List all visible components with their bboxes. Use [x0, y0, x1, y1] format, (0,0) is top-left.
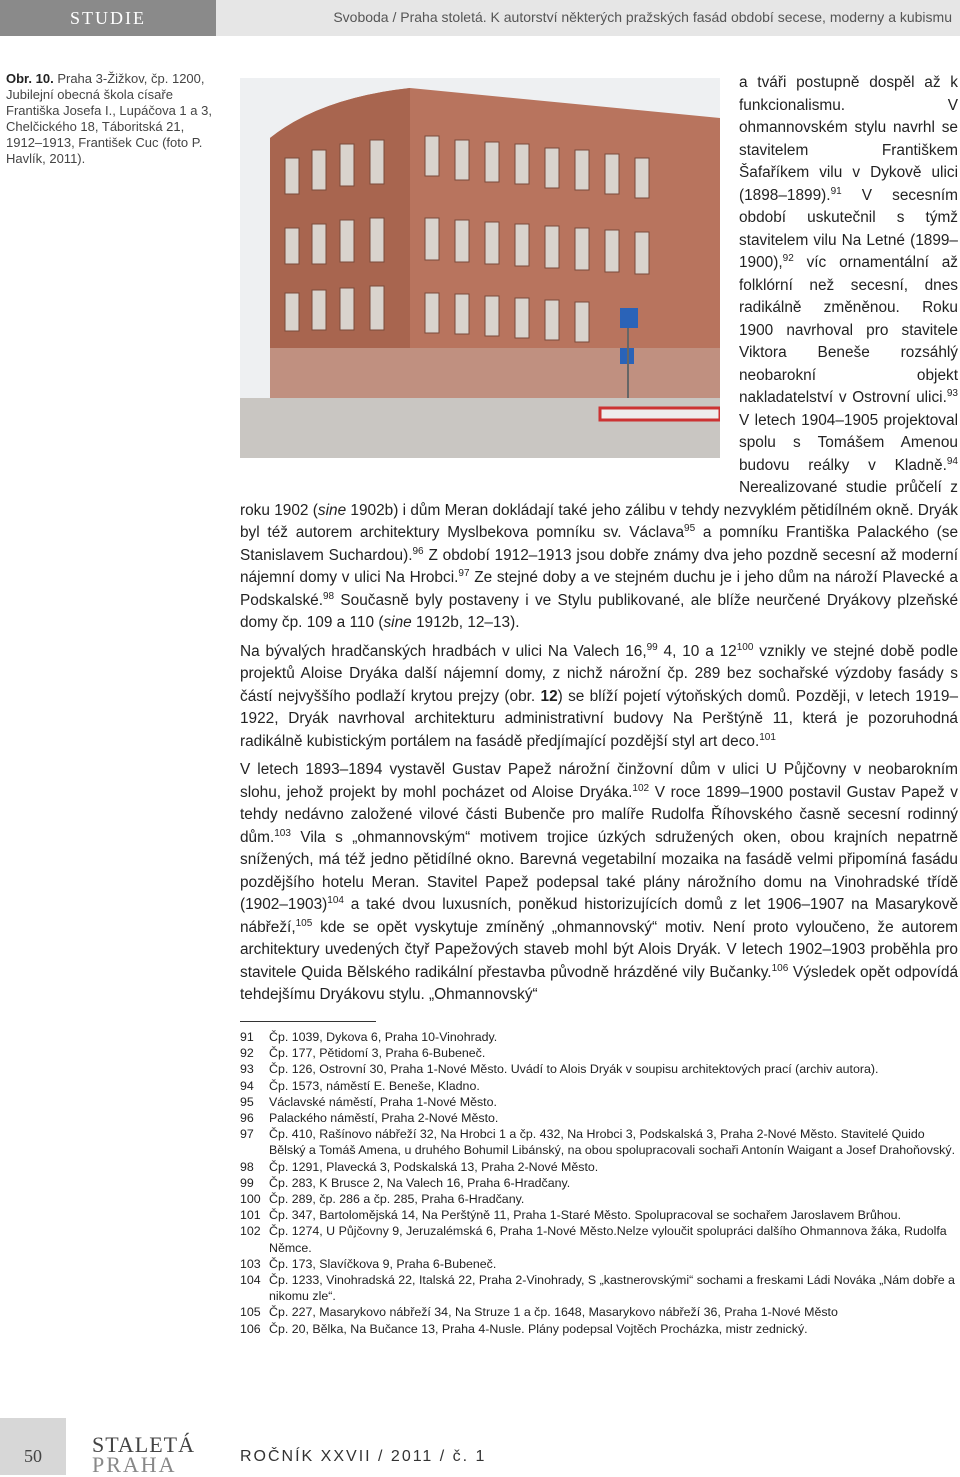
footnote	[240, 1061, 958, 1077]
italic-text: sine	[383, 614, 412, 631]
text-run: V roce 1899–1900 postavil Gustav Papež v tehdy nedávno založené vilové části Bubenče pro malíře Rudolfa Říhovského časně secesní rodinný dům.	[240, 783, 958, 846]
footnotes	[240, 1029, 958, 1337]
footnote-text: Palackého náměstí, Praha 2-Nové Město.	[269, 1111, 499, 1126]
footnote	[240, 1126, 958, 1158]
footnote-rule	[240, 1021, 376, 1022]
text-run: Současně byly postaveny i ve Stylu publikované, ale blíže neurčené Dryákovy plzeňské domy čp. 109 a 110 (	[240, 591, 958, 631]
footnote-ref: 99	[646, 641, 658, 653]
footnote	[240, 1175, 958, 1191]
footnote	[240, 1304, 958, 1320]
footnote-number: 93	[240, 1062, 254, 1077]
footnote-text: Čp. 1039, Dykova 6, Praha 10-Vinohrady.	[269, 1030, 498, 1044]
footnote	[240, 1207, 958, 1223]
footnote-text: Václavské náměstí, Praha 1-Nové Město.	[269, 1094, 497, 1109]
bold-text: 12	[540, 687, 558, 705]
text-run: víc ornamentální až folklórní než secesní, dnes radikálně změněnou. Roku 1900 navrhoval pro stavitele Viktora Beneše rozsáhlý neobarokní objekt nakladatelství v Ostrovní ulici.	[739, 254, 958, 406]
section-label: STUDIE	[0, 0, 216, 36]
figure-caption	[6, 71, 214, 167]
footnote-ref: 97	[458, 567, 470, 579]
text-run: 4, 10 a 12	[657, 642, 737, 660]
text-run: Vila s „ohmannovským“ motivem trojice úzkých sdružených oken, obou krajních nepatrně snížených, má též jedno pětidílné okno. Barevná vegetabilní mozaika na fasádě velmi připomíná fasádu pozdějšího hotelu Meran. Stavitel Papež podepsal také plány nárožního domu na Vinohradské třídě (1902–1903)	[240, 828, 958, 913]
footnote-number: 101	[240, 1208, 261, 1223]
running-title: Svoboda / Praha stoletá. K autorství některých pražských fasád období secese, moderny a kubismu	[333, 9, 952, 25]
footnote-text: Čp. 126, Ostrovní 30, Praha 1-Nové Město. Uvádí to Alois Dryák v soupisu architektových prací (archiv autora).	[269, 1062, 879, 1077]
figure-caption-text: Praha 3-Žižkov, čp. 1200, Jubilejní obecná škola císaře Františka Josefa I., Lupáčova 1 a 3, Chelčického 18, Táboritská 21, 1912–1913, František Cuc (foto P. Havlík, 2011).	[6, 71, 212, 166]
text-run: 1902b) i dům Meran dokládají také jeho zálibu v tehdy nezvyklém pětidílném okně. Dryák byl též autorem architektury Myslbekova pomníku sv. Václava	[240, 501, 958, 541]
footnote-text: Čp. 20, Bělka, Na Bučance 13, Praha 4-Nusle. Plány podepsal Vojtěch Procházka, mistr zednický.	[269, 1321, 808, 1336]
footnote	[240, 1045, 958, 1061]
text-run: ) se blíží pojetí výtoňských domů. Později, v letech 1919–1922, Dryák navrhoval architekturu administrativní budovy Na Perštýně 11, která je pozoruhodná radikálně kubistickým portálem na fasádě předjímající pozdější styl art deco.	[240, 687, 958, 750]
text-run: Z období 1912–1913 jsou dobře známy dva jeho pozdně secesní až moderní nájemní domy v ulici Na Hrobci.	[240, 546, 958, 586]
footnote-number: 103	[240, 1256, 261, 1271]
footnote-number: 98	[240, 1159, 254, 1174]
footnote-text: Čp. 1233, Vinohradská 22, Italská 22, Praha 2-Vinohrady, S „kastnerovskými“ sochami a freskami Ládi Nováka „Nám dobře a nikomu zle“.	[269, 1273, 955, 1304]
page-number-box	[0, 1418, 66, 1475]
footnote-text: Čp. 347, Bartolomějská 14, Na Perštýně 11, Praha 1-Staré Město. Spolupracoval se sochařem Jaroslavem Brůhou.	[269, 1208, 902, 1223]
footnote-text: Čp. 1291, Plavecká 3, Podskalská 13, Praha 2-Nové Město.	[269, 1159, 599, 1174]
footnote-ref: 96	[412, 545, 424, 557]
text-run: V letech 1893–1894 vystavěl Gustav Papež nárožní činžovní dům v ulici U Půjčovny v neobarokním slohu, jehož projekt by mohl pocházet od Aloise Dryáka.	[240, 761, 958, 801]
footnote	[240, 1094, 958, 1110]
italic-text: sine	[317, 501, 347, 519]
footnote	[240, 1321, 958, 1337]
footnote-ref: 103	[274, 827, 291, 839]
footnote-ref: 100	[736, 641, 754, 653]
footnote-text: Čp. 227, Masarykovo nábřeží 34, Na Struze 1 a čp. 1648, Masarykovo nábřeží 36, Praha 1-Nové Město	[269, 1305, 838, 1320]
footnote-ref: 91	[830, 185, 842, 197]
footnote	[240, 1078, 958, 1094]
footnote	[240, 1159, 958, 1175]
text-run: kde se opět vyskytuje zmíněný „ohmannovský“ motiv. Není proto vyloučeno, že autorem architektury uvedených čtyř Papežových staveb mohl být Alois Dryák. V letech 1902–1903 proběhla pro stavitele Quida Bělského radikální přestavba původně hrázděné vily Bučanky.	[240, 918, 958, 981]
footnote-number: 95	[240, 1094, 254, 1109]
footnote-number: 97	[240, 1127, 254, 1142]
footnote-number: 92	[240, 1046, 254, 1061]
footnote-number: 105	[240, 1305, 261, 1320]
text-run: Ze stejné doby a ve stejném duchu je i jeho dům na nároží Plavecké a Podskalské.	[240, 569, 958, 609]
footnote-ref: 106	[771, 962, 789, 974]
footnote-ref: 92	[782, 252, 794, 264]
footnote-number: 91	[240, 1030, 254, 1044]
footnote	[240, 1029, 958, 1045]
footer	[0, 1418, 960, 1475]
school-building-photo	[240, 78, 720, 458]
footnote-number: 99	[240, 1175, 254, 1190]
footnote-number: 102	[240, 1224, 261, 1239]
footnote-ref: 101	[759, 731, 776, 743]
footnote-text: Čp. 289, čp. 286 a čp. 285, Praha 6-Hradčany.	[269, 1192, 525, 1207]
text-run: a pomníku Františka Palackého (se Stanislavem Suchardou).	[240, 524, 959, 564]
footnote-ref: 95	[684, 522, 696, 534]
text-run: 1912b, 12–13).	[411, 614, 520, 631]
text-run: Výsledek opět odpovídá tehdejšímu Dryákovu stylu. „Ohmannovský“	[240, 963, 959, 1003]
text-run: Nerealizované studie průčelí z roku 1902 (	[240, 479, 958, 519]
page-number: 50	[24, 1446, 42, 1466]
footnote-text: Čp. 177, Pětidomí 3, Praha 6-Bubeneč.	[269, 1046, 486, 1061]
footnote-number: 106	[240, 1321, 261, 1336]
footnote	[240, 1110, 958, 1126]
footnote-number: 96	[240, 1111, 254, 1126]
footnote-text: Čp. 1274, U Půjčovny 9, Jeruzalémská 6, Praha 1-Nové Město.Nelze vyloučit spolupráci dalšího Ohmannova žáka, Rudolfa Němce.	[269, 1224, 947, 1255]
footnote-number: 100	[240, 1192, 261, 1207]
footnote-ref: 94	[946, 455, 958, 467]
footnote-ref: 105	[295, 917, 313, 929]
footnote-ref: 98	[322, 590, 335, 602]
text-run: vznikly ve stejné době podle projektů Aloise Dryáka další nájemní domy, z nichž nárožní čp. 289 bez sochařské výzdoby fasády s částí nejvyššího podlaží krytou prejzy (obr.	[240, 642, 958, 705]
paragraph	[240, 641, 958, 754]
paragraph	[240, 759, 958, 1007]
footnote	[240, 1191, 958, 1207]
text-run: a také dvou luxusních, poněkud historizujících domů z let 1906–1907 na Masarykově nábřeží,	[240, 896, 958, 936]
footnote	[240, 1272, 958, 1304]
footnote	[240, 1223, 958, 1255]
footnote-text: Čp. 283, K Brusce 2, Na Valech 16, Praha 6-Hradčany.	[269, 1175, 571, 1190]
footnote-text: Čp. 173, Slavíčkova 9, Praha 6-Bubeneč.	[269, 1256, 497, 1271]
text-run: V letech 1904–1905 projektoval spolu s Tomášem Amenou budovu reálky v Kladně.	[739, 411, 958, 474]
text-run: V secesním období uskutečnil s týmž stavitelem vilu Na Letné (1899–1900),	[739, 186, 958, 271]
logo-line-2: PRAHA	[92, 1452, 177, 1477]
figure-label: Obr. 10.	[6, 71, 54, 86]
logo-line-1: STALETÁ	[92, 1432, 196, 1457]
issue-info: ROČNÍK XXVII / 2011 / č. 1	[240, 1448, 487, 1465]
text-run: Na bývalých hradčanských hradbách v ulici Na Valech 16,	[240, 642, 647, 660]
footnote-number: 94	[240, 1078, 254, 1093]
footnote	[240, 1256, 958, 1272]
footnote-text: Čp. 410, Rašínovo nábřeží 32, Na Hrobci 1 a čp. 432, Na Hrobci 3, Podskalská 3, Praha 2-Nové Město. Stavitelé Quido Bělský a Tomáš Amena, u druhého Bohumil Libánský, na obou spolupracovali sochaři Antonín Waigant a Josef Drahoňovský.	[269, 1127, 956, 1158]
text-run: a tváři postupně dospěl až k funkcionalismu. V ohmannovském stylu navrhl se stavitelem Františkem Šafaříkem vilu v Dykově ulici (1898–1899).	[739, 74, 958, 204]
footnote-text: Čp. 1573, náměstí E. Beneše, Kladno.	[269, 1078, 480, 1093]
footnote-ref: 102	[632, 782, 650, 794]
footnote-ref: 104	[327, 894, 344, 906]
journal-logo	[92, 1432, 196, 1477]
footnote-number: 104	[240, 1273, 261, 1288]
footnote-ref: 93	[946, 387, 958, 399]
